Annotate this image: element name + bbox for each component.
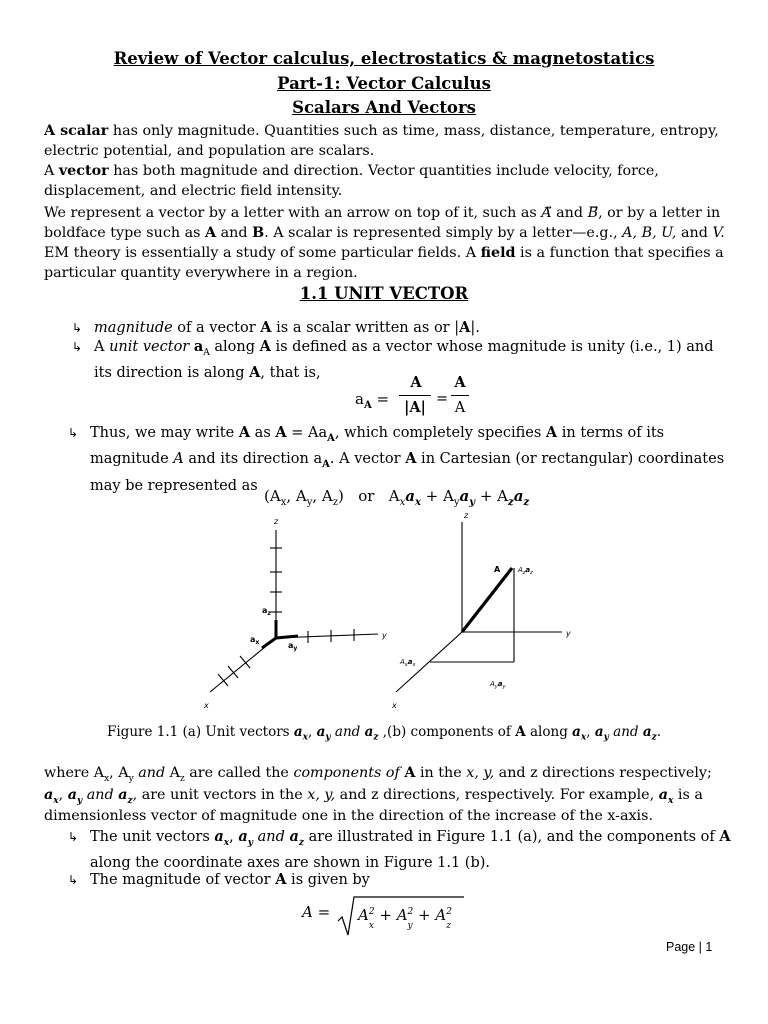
fig-a-x-label: x — [204, 701, 209, 710]
scalar-definition: A scalar has only magnitude. Quantities such as time, mass, distance, temperature, entropy, electric potential, and population are scalars. — [44, 123, 719, 160]
fig-a-az-label: $a_z$ — [262, 606, 271, 617]
part-heading: Part-1: Vector Calculus — [277, 74, 491, 93]
figure-caption: Figure 1.1 (a) Unit vectors $a_x$, $a_y$ and $a_z$ ,(b) components of A along $a_x$, $a_y$ and $a_z$. — [107, 724, 661, 743]
field-definition: EM theory is essentially a study of some particular fields. A field is a function that specifies a particular quantity everywhere in a region. — [44, 245, 724, 282]
fig-b-x-label: x — [392, 701, 397, 710]
fig-a-z-label: z — [274, 517, 279, 526]
bullet-arrow-icon: ↳ — [68, 426, 79, 440]
unit-vector-heading: 1.1 UNIT VECTOR — [299, 284, 469, 303]
magnitude-equation: A = $A^2$ x + $A^2$ y + $A^2$ z — [302, 893, 472, 939]
bullet-arrow-icon: ↳ — [72, 321, 83, 335]
fig-a-y-label: y — [382, 631, 387, 640]
fig-b-ax-label: $A_xa_x$ — [400, 658, 416, 668]
vector-representation: We represent a vector by a letter with an arrow on top of it, such as A and B, or by a letter in boldface type such as A and B. A scalar is represented simply by a letter—e.g., A, B, U, and V. — [44, 205, 725, 242]
bullet-arrow-icon: ↳ — [68, 830, 79, 844]
document-title: Review of Vector calculus, electrostatics & magnetostatics — [113, 49, 655, 68]
fig-b-vector-label: A — [494, 565, 501, 574]
fig-b-y-label: y — [566, 629, 571, 638]
fig-b-z-label: z — [464, 512, 469, 520]
fig-b-ay-label: $A_ya_y$ — [490, 680, 506, 690]
fig-b-az-label: $A_za_z$ — [518, 566, 533, 576]
dimensionless-paragraph: dimensionless vector of magnitude one in the direction of the increase of the x-axis. — [44, 808, 654, 824]
unit-vectors-paragraph: $a_x$, $a_y$ and $a_z$, are unit vectors in the x, y, and z directions, respectively. For example, $a_x$ is a — [44, 787, 703, 806]
fig-a-ax-label: $a_x$ — [250, 635, 260, 646]
components-paragraph: where $A_x$, $A_y$ and $A_z$ are called the components of A in the x, y, and z directions respectively; — [44, 765, 712, 784]
figure-unit-vectors — [196, 512, 396, 712]
document-page: Review of Vector calculus, electrostatics & magnetostatics Part-1: Vector Calculus Scalars And Vectors A scalar has only magnitude. Quantities such as time, mass, distance, temperature, entropy, electric potential, and population are scalars. A vector has both magnitude and direction. Vector quantities include velocity, force, displacement, and electric field intensity. We represent a vector by a letter with an arrow on top of it, such as A and B, or by a letter in boldface type such as A and B. A scalar is represented simply by a letter—e.g., A, B, U, and V. EM theory is essentially a study of some particular fields. A field is a function that specifies a particular quantity everywhere in a region. 1.1 UNIT VECTOR ↳ magnitude of a vector A is a scalar written as or |A|. ↳ A unit vector $a_A$ along A is defined as a vector whose magnitude is unity (i.e., 1) and its direction is along A, that is, $a_A$ = A |A| = A A ↳ Thus, we may write A as $A = Aa_A$, which completely specifies A in terms of its magnitude A and its direction $a_A$. A vector A in Cartesian (or rectangular) coordinates may be represented as ($A_x$, $A_y$, $A_z$) or $A_xa_x + A_ya_y + A_za_z$ z y x $a_z$ $a_y$ $a_x$ z y x A $A_za_z$ $A_xa_x$ $A_ya_y$ Figure 1.1 (a) Unit vectors $a_x$, $a_y$ and $a_z$ ,(b) components of A along $a_x$, $a_y$ and $a_z$. where $A_x$, $A_y$ and $A_z$ are called the components of A in the x, y, and z directions respectively; $a_x$, $a_y$ and $a_z$, are unit vectors in the x, y, and z directions, respectively. For example, $a_x$ is a dimensionless vector of magnitude one in the direction of the increase of the x-axis. ↳ The unit vectors $a_x$, $a_y$ and $a_z$ are illustrated in Figure 1.1 (a), and the components of A along the coordinate axes are shown in Figure 1.1 (b). ↳ The magnitude of vector A is given by A = $A^2$ x + $A^2$ y + $A^2$ z Page | 1 — [0, 0, 768, 1024]
cartesian-equation: ($A_x$, $A_y$, $A_z$) or $A_xa_x + A_ya_y + A_za_z$ — [264, 487, 530, 508]
fig-a-ay-label: $a_y$ — [288, 641, 298, 652]
bullet-arrow-icon: ↳ — [72, 340, 83, 354]
unit-vector-equation: $a_A$ = A |A| = A A — [355, 373, 475, 423]
bullet-arrow-icon: ↳ — [68, 873, 79, 887]
vector-definition: A vector has both magnitude and direction. Vector quantities include velocity, force, displacement, and electric field intensity. — [44, 163, 659, 200]
figure-vector-components — [386, 512, 586, 712]
section-heading: Scalars And Vectors — [292, 98, 476, 117]
page-number: Page | 1 — [666, 940, 713, 954]
